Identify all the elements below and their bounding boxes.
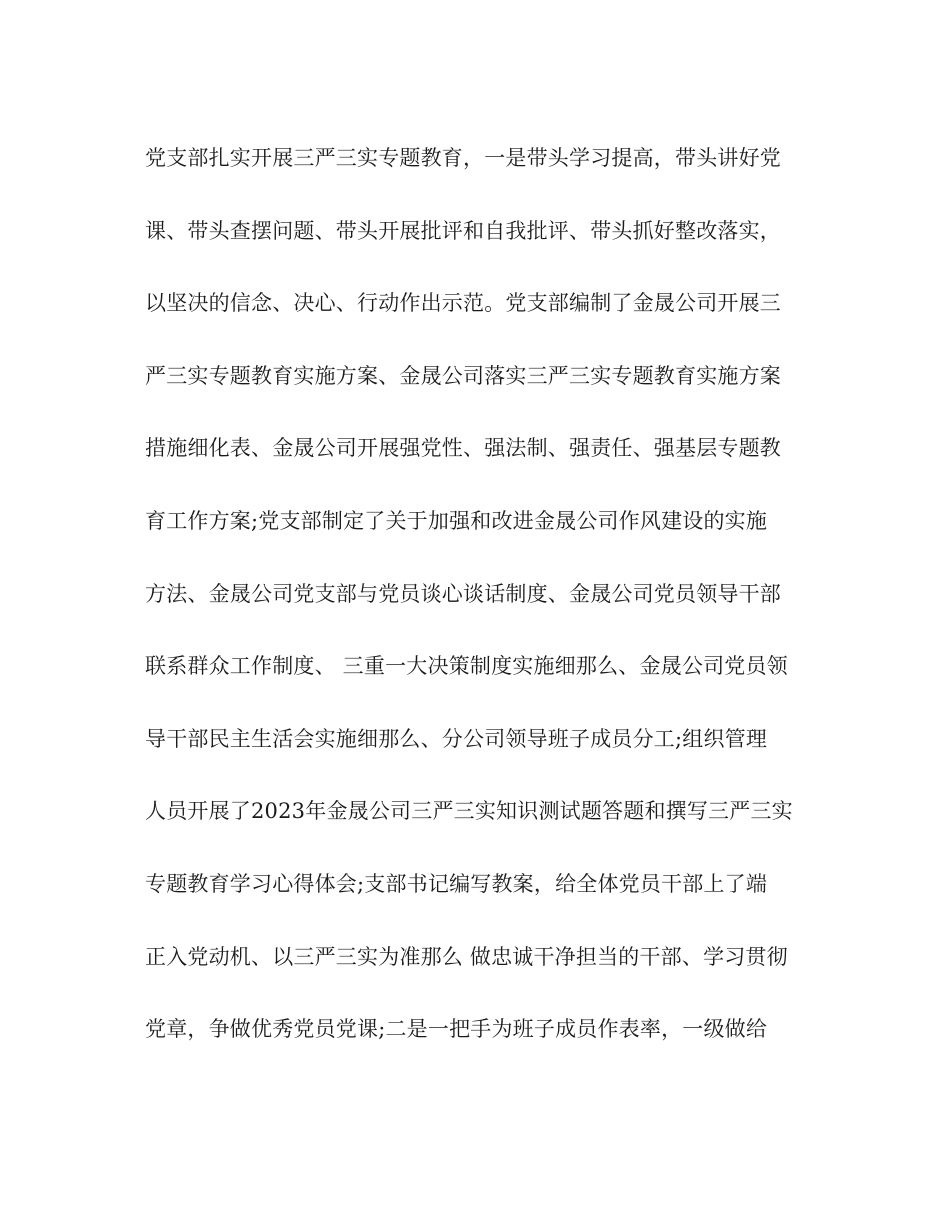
text-line: 育工作方案;党支部制定了关于加强和改进金晟公司作风建设的实施	[145, 508, 768, 533]
text-line: 正入党动机、以三严三实为准那么 做忠诚干净担当的干部、学习贯彻	[145, 944, 788, 969]
text-line: 联系群众工作制度、 三重一大决策制度实施细那么、金晟公司党员领	[145, 654, 788, 679]
text-line: 人员开展了2023年金晟公司三严三实知识测试题答题和撰写三严三实	[145, 799, 793, 824]
text-line: 措施细化表、金晟公司开展强党性、强法制、强责任、强基层专题教	[145, 436, 781, 461]
text-line: 以坚决的信念、决心、行动作出示范。党支部编制了金晟公司开展三	[145, 291, 781, 316]
body-text	[145, 136, 825, 1080]
text-line: 导干部民主生活会实施细那么、分公司领导班子成员分工;组织管理	[145, 726, 768, 751]
text-line: 严三实专题教育实施方案、金晟公司落实三严三实专题教育实施方案	[145, 363, 781, 388]
text-line: 党支部扎实开展三严三实专题教育，一是带头学习提高，带头讲好党	[145, 146, 781, 170]
text-line: 课、带头查摆问题、带头开展批评和自我批评、带头抓好整改落实，	[145, 218, 781, 243]
text-line: 党章，争做优秀党员党课;二是一把手为班子成员作表率，一级做给	[145, 1017, 768, 1042]
text-line: 专题教育学习心得体会;支部书记编写教案，给全体党员干部上了端	[145, 871, 768, 896]
text-line: 方法、金晟公司党支部与党员谈心谈话制度、金晟公司党员领导干部	[145, 581, 781, 606]
